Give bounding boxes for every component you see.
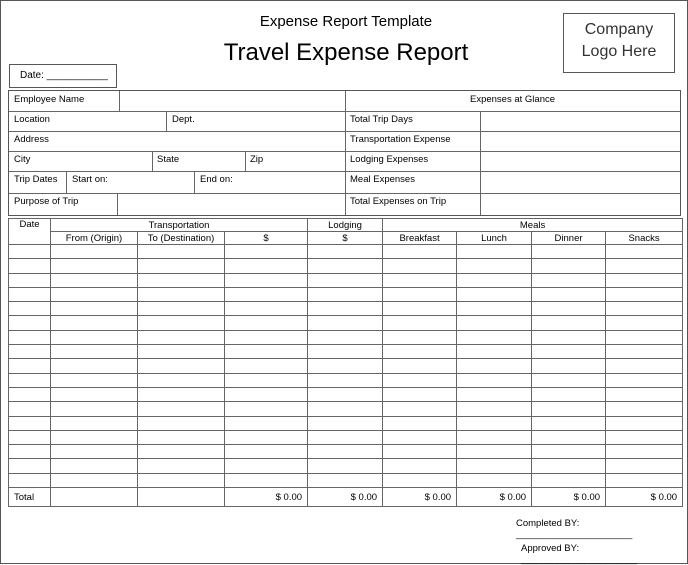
total-label: Total [9,488,51,507]
table-row [9,416,683,430]
column-divider [117,193,118,215]
table-cell[interactable] [457,345,532,359]
table-cell[interactable] [606,416,683,430]
table-cell[interactable] [225,273,308,287]
table-row [9,473,683,487]
glance-lodging: Lodging Expenses [350,154,429,165]
table-cell[interactable] [308,287,383,301]
table-row [9,330,683,344]
table-cell[interactable] [532,416,606,430]
table-cell[interactable] [308,416,383,430]
table-cell[interactable] [225,359,308,373]
table-cell[interactable] [383,345,457,359]
lodging-dollar-header: $ [308,232,383,245]
expense-table [8,218,683,507]
header-row-groups [9,219,683,232]
table-row [9,459,683,473]
table-cell[interactable] [51,445,138,459]
table-cell[interactable] [383,473,457,487]
table-row [9,387,683,401]
table-cell[interactable] [9,387,51,401]
table-cell[interactable] [308,316,383,330]
table-cell[interactable] [606,359,683,373]
table-cell[interactable] [9,273,51,287]
table-cell[interactable] [138,273,225,287]
table-row [9,302,683,316]
start-on-label: Start on: [72,174,108,185]
address-label: Address [14,134,49,145]
breakfast-header: Breakfast [383,232,457,245]
glance-meals: Meal Expenses [350,174,415,185]
from-origin-header: From (Origin) [51,232,138,245]
table-cell[interactable] [51,287,138,301]
table-cell[interactable] [308,459,383,473]
table-cell[interactable] [457,316,532,330]
table-cell[interactable] [51,330,138,344]
table-row [9,430,683,444]
table-cell[interactable] [225,387,308,401]
table-cell[interactable] [532,316,606,330]
table-cell[interactable] [457,273,532,287]
table-cell[interactable] [532,459,606,473]
table-cell[interactable] [9,416,51,430]
table-cell[interactable] [138,259,225,273]
table-cell[interactable] [457,459,532,473]
header-row-columns [9,232,683,245]
report-title: Travel Expense Report [223,39,469,66]
table-cell[interactable] [225,345,308,359]
table-cell[interactable] [457,259,532,273]
completed-by-field[interactable]: Completed BY: ______________________ [516,518,633,540]
table-cell[interactable] [383,430,457,444]
table-cell[interactable] [308,402,383,416]
glance-total-expenses: Total Expenses on Trip [350,196,447,207]
table-cell[interactable] [225,245,308,259]
table-cell[interactable] [457,359,532,373]
table-cell[interactable] [457,287,532,301]
table-cell[interactable] [457,430,532,444]
table-cell[interactable] [383,459,457,473]
table-cell[interactable] [51,459,138,473]
total-transport: $ 0.00 [225,488,308,507]
table-row [9,373,683,387]
table-cell[interactable] [9,373,51,387]
column-divider [480,111,481,215]
table-cell[interactable] [9,402,51,416]
dinner-header: Dinner [532,232,606,245]
table-cell[interactable] [606,245,683,259]
total-to [138,488,225,507]
transport-dollar-header: $ [225,232,308,245]
table-cell[interactable] [308,302,383,316]
table-cell[interactable] [532,302,606,316]
table-row [9,402,683,416]
table-cell[interactable] [51,245,138,259]
table-cell[interactable] [225,473,308,487]
table-cell[interactable] [138,287,225,301]
table-row [9,273,683,287]
table-cell[interactable] [383,373,457,387]
purpose-label: Purpose of Trip [14,196,79,207]
employee-name-label: Employee Name [14,94,85,105]
table-cell[interactable] [225,302,308,316]
table-cell[interactable] [606,402,683,416]
table-cell[interactable] [532,345,606,359]
total-breakfast: $ 0.00 [383,488,457,507]
table-cell[interactable] [9,259,51,273]
table-cell[interactable] [225,373,308,387]
table-cell[interactable] [606,330,683,344]
table-cell[interactable] [383,445,457,459]
table-cell[interactable] [138,316,225,330]
snacks-header: Snacks [606,232,683,245]
table-cell[interactable] [383,330,457,344]
table-cell[interactable] [457,373,532,387]
table-cell[interactable] [9,345,51,359]
table-cell[interactable] [138,459,225,473]
table-cell[interactable] [225,416,308,430]
table-cell[interactable] [606,273,683,287]
table-cell[interactable] [457,387,532,401]
table-cell[interactable] [457,416,532,430]
table-cell[interactable] [383,287,457,301]
table-cell[interactable] [308,345,383,359]
table-cell[interactable] [532,330,606,344]
column-divider [194,171,195,193]
meals-header: Meals [383,219,683,232]
table-cell[interactable] [308,245,383,259]
city-label: City [14,154,31,165]
table-cell[interactable] [532,373,606,387]
employee-info-block [8,90,681,216]
table-row [9,245,683,259]
table-cell[interactable] [51,302,138,316]
table-cell[interactable] [51,359,138,373]
table-cell[interactable] [225,402,308,416]
column-divider [166,111,167,131]
table-cell[interactable] [9,459,51,473]
table-cell[interactable] [138,402,225,416]
end-on-label: End on: [200,174,233,185]
table-cell[interactable] [383,245,457,259]
table-cell[interactable] [138,445,225,459]
table-cell[interactable] [51,473,138,487]
location-label: Location [14,114,50,125]
table-cell[interactable] [606,387,683,401]
date-field[interactable]: Date: ___________ [9,64,117,88]
table-cell[interactable] [308,273,383,287]
table-cell[interactable] [51,416,138,430]
table-cell[interactable] [606,287,683,301]
table-cell[interactable] [606,459,683,473]
table-cell[interactable] [308,430,383,444]
table-row [9,359,683,373]
date-column-header: Date [9,219,51,245]
table-cell[interactable] [225,330,308,344]
state-label: State [157,154,180,165]
table-cell[interactable] [9,316,51,330]
table-cell[interactable] [383,359,457,373]
table-cell[interactable] [51,373,138,387]
table-cell[interactable] [9,473,51,487]
table-cell[interactable] [457,445,532,459]
table-cell[interactable] [383,416,457,430]
table-cell[interactable] [9,330,51,344]
table-cell[interactable] [225,459,308,473]
table-row [9,287,683,301]
table-cell[interactable] [225,259,308,273]
table-cell[interactable] [383,273,457,287]
table-row [9,316,683,330]
table-cell[interactable] [308,473,383,487]
table-cell[interactable] [308,330,383,344]
table-cell[interactable] [383,402,457,416]
table-cell[interactable] [606,430,683,444]
table-cell[interactable] [138,430,225,444]
lunch-header: Lunch [457,232,532,245]
table-cell[interactable] [138,245,225,259]
table-cell[interactable] [308,359,383,373]
glance-title: Expenses at Glance [469,94,556,105]
total-snacks: $ 0.00 [606,488,683,507]
table-cell[interactable] [138,473,225,487]
trip-dates-label: Trip Dates [14,174,58,185]
table-cell[interactable] [51,430,138,444]
table-row [9,259,683,273]
table-cell[interactable] [532,273,606,287]
table-cell[interactable] [606,473,683,487]
table-cell[interactable] [9,445,51,459]
table-cell[interactable] [532,430,606,444]
table-cell[interactable] [138,345,225,359]
table-cell[interactable] [9,287,51,301]
table-cell[interactable] [606,345,683,359]
transportation-header: Transportation [51,219,308,232]
table-cell[interactable] [51,316,138,330]
expense-rows [9,245,683,488]
table-row [9,445,683,459]
table-cell[interactable] [225,287,308,301]
total-dinner: $ 0.00 [532,488,606,507]
table-cell[interactable] [457,473,532,487]
table-cell[interactable] [225,430,308,444]
total-lodging: $ 0.00 [308,488,383,507]
approved-by-field[interactable]: Approved BY: ______________________ [521,543,638,565]
table-cell[interactable] [9,430,51,444]
table-cell[interactable] [606,445,683,459]
column-divider [345,91,346,215]
table-cell[interactable] [51,273,138,287]
totals-row [9,488,683,507]
table-cell[interactable] [51,402,138,416]
table-cell[interactable] [9,359,51,373]
table-cell[interactable] [532,402,606,416]
table-cell[interactable] [383,316,457,330]
logo-line-1: Company [584,21,654,38]
table-row [9,345,683,359]
table-cell[interactable] [308,387,383,401]
table-cell[interactable] [606,302,683,316]
glance-transportation: Transportation Expense [350,134,451,145]
table-cell[interactable] [138,330,225,344]
template-title: Expense Report Template [259,13,433,30]
table-cell[interactable] [532,245,606,259]
table-cell[interactable] [532,359,606,373]
to-destination-header: To (Destination) [138,232,225,245]
table-cell[interactable] [532,387,606,401]
table-cell[interactable] [383,387,457,401]
table-cell[interactable] [532,473,606,487]
zip-label: Zip [250,154,264,165]
table-cell[interactable] [225,316,308,330]
column-divider [66,171,67,193]
lodging-header: Lodging [308,219,383,232]
table-cell[interactable] [9,302,51,316]
table-cell[interactable] [308,445,383,459]
table-cell[interactable] [225,445,308,459]
column-divider [245,151,246,171]
table-cell[interactable] [51,387,138,401]
table-cell[interactable] [457,330,532,344]
table-cell[interactable] [606,316,683,330]
table-cell[interactable] [138,302,225,316]
table-cell[interactable] [51,259,138,273]
total-from [51,488,138,507]
table-cell[interactable] [9,245,51,259]
column-divider [152,151,153,171]
table-cell[interactable] [532,287,606,301]
table-cell[interactable] [308,373,383,387]
table-cell[interactable] [606,373,683,387]
table-cell[interactable] [138,359,225,373]
table-cell[interactable] [51,345,138,359]
table-cell[interactable] [457,402,532,416]
total-lunch: $ 0.00 [457,488,532,507]
logo-line-2: Logo Here [581,43,657,60]
table-cell[interactable] [308,259,383,273]
dept-label: Dept. [172,114,195,125]
table-cell[interactable] [457,245,532,259]
table-cell[interactable] [457,302,532,316]
table-cell[interactable] [138,387,225,401]
table-cell[interactable] [606,259,683,273]
table-cell[interactable] [383,302,457,316]
table-cell[interactable] [532,259,606,273]
table-cell[interactable] [532,445,606,459]
table-cell[interactable] [138,373,225,387]
column-divider [119,91,120,111]
glance-total-trip-days: Total Trip Days [350,114,413,125]
table-cell[interactable] [138,416,225,430]
table-cell[interactable] [383,259,457,273]
company-logo-placeholder [563,13,675,73]
